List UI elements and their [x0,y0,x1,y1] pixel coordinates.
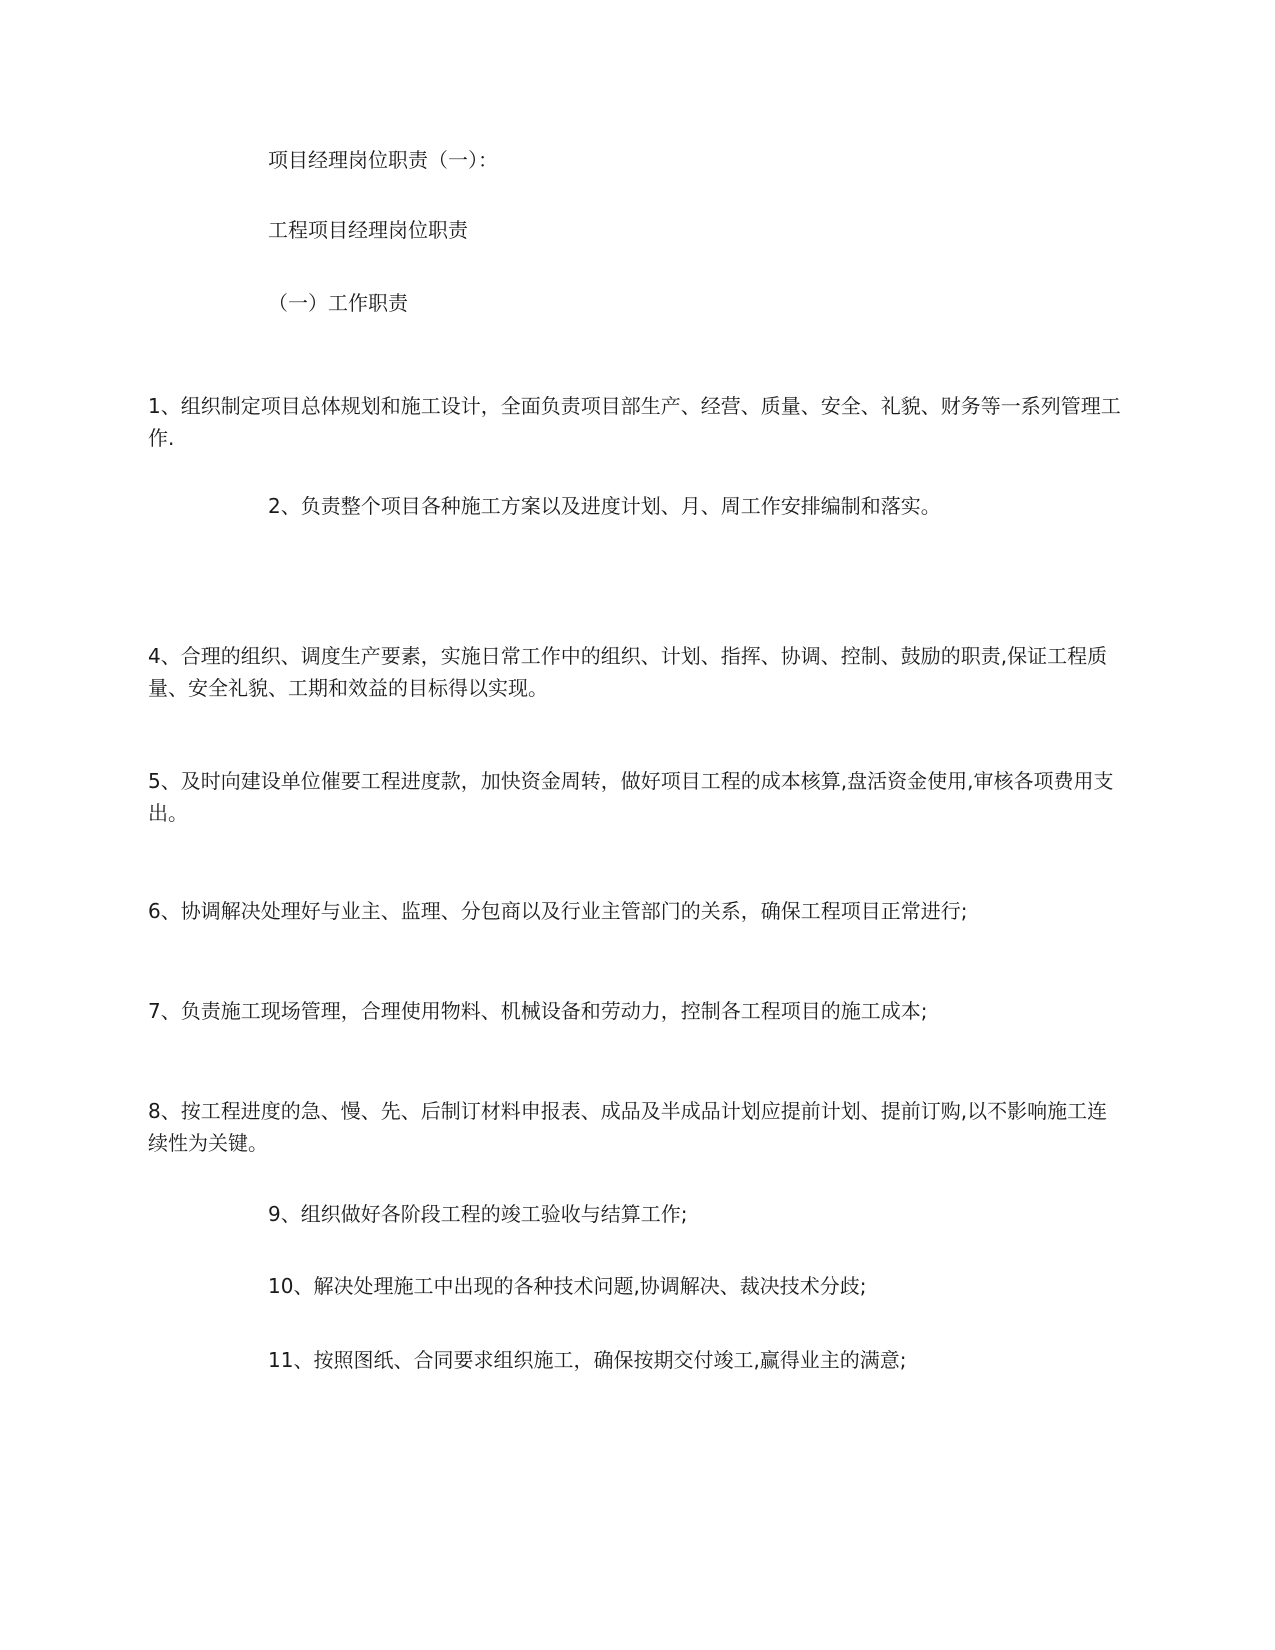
section-title: （一）工作职责 [268,291,408,315]
list-item: 4、合理的组织、调度生产要素，实施日常工作中的组织、计划、指挥、协调、控制、鼓励的职责,保证工程质量、安全礼貌、工期和效益的目标得以实现。 [148,644,1108,700]
list-item: 2、负责整个项目各种施工方案以及进度计划、月、周工作安排编制和落实。 [268,494,941,518]
list-item: 11、按照图纸、合同要求组织施工，确保按期交付竣工,赢得业主的满意; [268,1348,907,1372]
document-heading: 项目经理岗位职责（一）： [268,148,498,172]
document-subheading: 工程项目经理岗位职责 [268,218,468,242]
list-item: 5、及时向建设单位催要工程进度款，加快资金周转，做好项目工程的成本核算,盘活资金使用,审核各项费用支出。 [148,769,1114,825]
list-item: 1、组织制定项目总体规划和施工设计，全面负责项目部生产、经营、质量、安全、礼貌、财务等一系列管理工作. [148,394,1121,450]
list-item: 9、组织做好各阶段工程的竣工验收与结算工作; [268,1202,688,1226]
list-item: 8、按工程进度的急、慢、先、后制订材料申报表、成品及半成品计划应提前计划、提前订购,以不影响施工连续性为关键。 [148,1099,1108,1155]
list-item: 10、解决处理施工中出现的各种技术问题,协调解决、裁决技术分歧; [268,1274,867,1298]
list-item: 6、协调解决处理好与业主、监理、分包商以及行业主管部门的关系，确保工程项目正常进行; [148,899,968,923]
list-item: 7、负责施工现场管理，合理使用物料、机械设备和劳动力，控制各工程项目的施工成本; [148,999,928,1023]
